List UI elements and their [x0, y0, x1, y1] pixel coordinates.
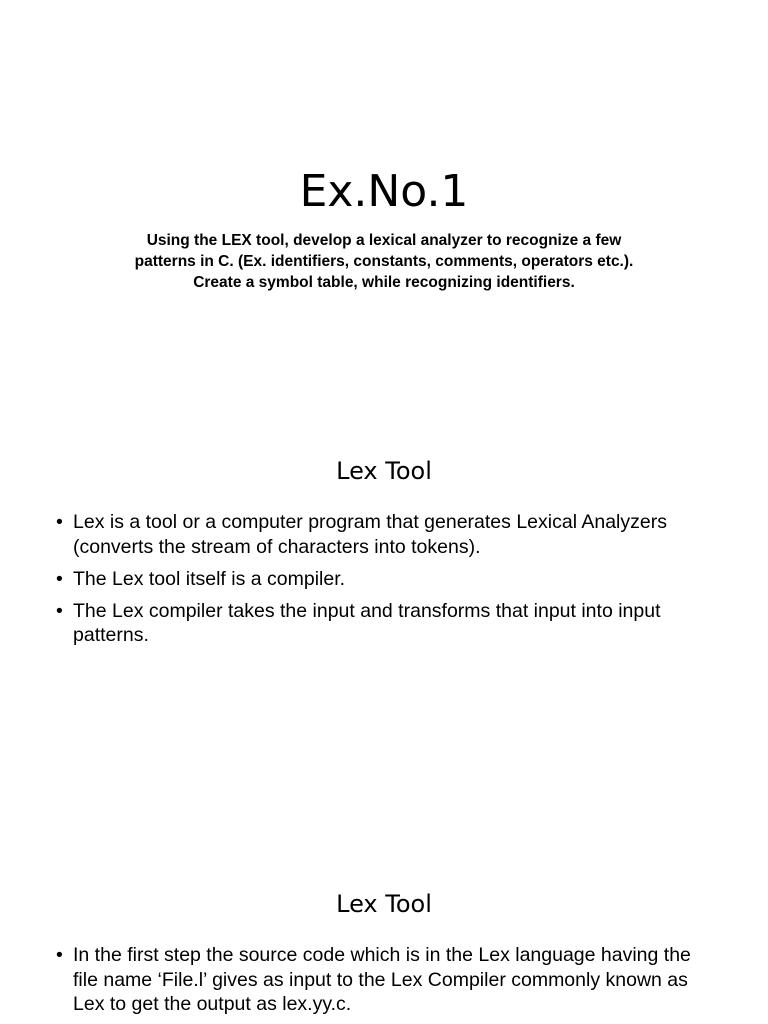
bullet-text: The Lex compiler takes the input and transforms that input into input patterns. [73, 599, 661, 646]
slide-2-title: Lex Tool [336, 457, 432, 485]
subtitle-line-3: Create a symbol table, while recognizing identifiers. [193, 274, 575, 291]
slide-1-title: Ex.No.1 [299, 166, 469, 217]
slide-2-bullet-list [56, 510, 716, 655]
slide-3-title: Lex Tool [336, 890, 432, 918]
bullet-icon: • [56, 944, 63, 966]
bullet-item [56, 510, 716, 559]
subtitle-line-1: Using the LEX tool, develop a lexical analyzer to recognize a few [146, 232, 622, 249]
slide-1-subtitle [84, 230, 684, 293]
bullet-item [56, 943, 716, 1017]
bullet-icon: • [56, 567, 63, 590]
slide-3-bullet-list [56, 943, 716, 1024]
bullet-text: The Lex tool itself is a compiler. [73, 567, 346, 590]
bullet-text: In the first step the source code which is in the Lex language having the file name ‘File.l’ gives as input to the Lex Compiler commonly known as Lex to get the output as lex.yy.c. [73, 944, 691, 1015]
bullet-text: Lex is a tool or a computer program that generates Lexical Analyzers (converts the stream of characters into tokens). [73, 511, 667, 558]
bullet-item [56, 599, 716, 648]
bullet-icon: • [56, 511, 63, 533]
bullet-item [56, 567, 716, 592]
subtitle-line-2: patterns in C. (Ex. identifiers, constants, comments, operators etc.). [134, 253, 634, 270]
bullet-icon: • [56, 599, 63, 622]
